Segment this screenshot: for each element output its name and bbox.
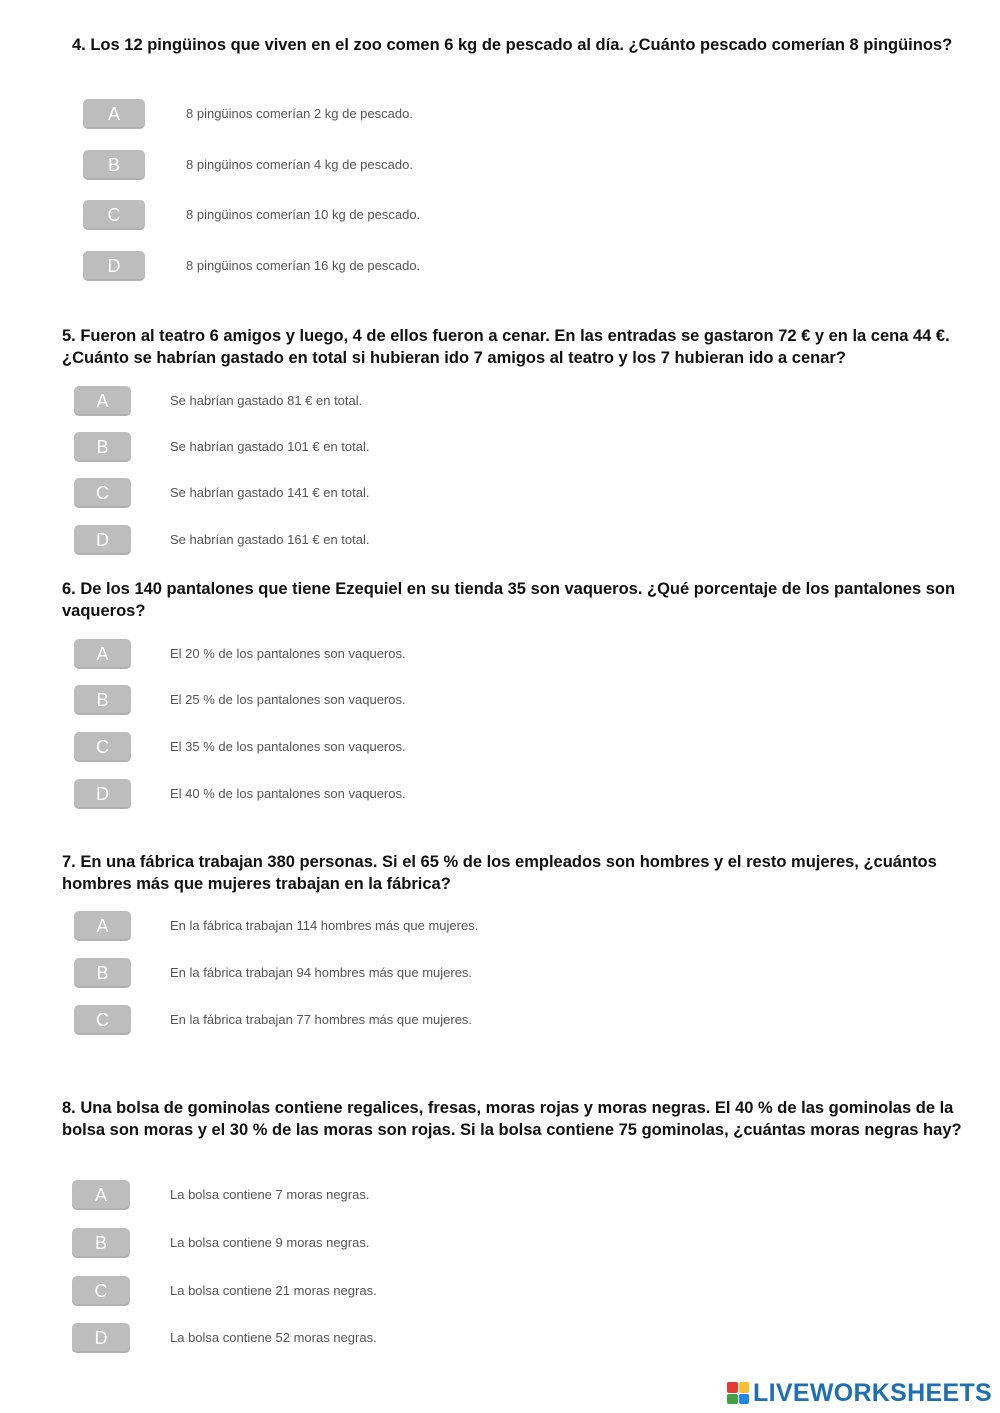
question-7-text: 7. En una fábrica trabajan 380 personas. Si el 65 % de los empleados son hombres y el resto mujeres, ¿cuántos hombres más que mujeres trabajan en la fábrica? — [62, 853, 937, 893]
option-text: Se habrían gastado 101 € en total. — [170, 439, 370, 454]
option-letter-badge[interactable]: B — [74, 958, 131, 988]
option-text: Se habrían gastado 161 € en total. — [170, 532, 370, 547]
option-text: La bolsa contiene 52 moras negras. — [170, 1330, 377, 1345]
option-letter-badge[interactable]: D — [83, 251, 145, 281]
option-text: El 20 % de los pantalones son vaqueros. — [170, 646, 406, 661]
option-letter-badge[interactable]: B — [83, 150, 145, 180]
option-text: El 25 % de los pantalones son vaqueros. — [170, 692, 406, 707]
option-text: En la fábrica trabajan 94 hombres más que mujeres. — [170, 965, 473, 980]
liveworksheets-watermark — [727, 1379, 992, 1407]
option-text: 8 pingüinos comerían 10 kg de pescado. — [186, 207, 421, 222]
option-letter-badge[interactable]: D — [74, 779, 131, 809]
option-letter-badge[interactable]: B — [74, 685, 131, 715]
option-text: El 40 % de los pantalones son vaqueros. — [170, 786, 406, 801]
option-letter-badge[interactable]: A — [74, 386, 131, 416]
question-6-text: 6. De los 140 pantalones que tiene Ezequiel en su tienda 35 son vaqueros. ¿Qué porcentaje de los pantalones son vaqueros? — [62, 580, 956, 620]
option-letter-badge[interactable]: A — [83, 99, 145, 129]
option-text: Se habrían gastado 141 € en total. — [170, 485, 370, 500]
option-text: En la fábrica trabajan 77 hombres más que mujeres. — [170, 1012, 473, 1027]
option-letter-badge[interactable]: C — [74, 732, 131, 762]
liveworksheets-logo-icon — [727, 1382, 749, 1404]
option-letter-badge[interactable]: A — [74, 639, 131, 669]
option-letter-badge[interactable]: C — [83, 200, 145, 230]
option-letter-badge[interactable]: C — [74, 1005, 131, 1035]
option-text: En la fábrica trabajan 114 hombres más que mujeres. — [170, 918, 479, 933]
option-letter-badge[interactable]: A — [72, 1180, 130, 1210]
option-text: El 35 % de los pantalones son vaqueros. — [170, 739, 406, 754]
option-text: Se habrían gastado 81 € en total. — [170, 393, 363, 408]
option-letter-badge[interactable]: D — [72, 1323, 130, 1353]
option-text: 8 pingüinos comerían 16 kg de pescado. — [186, 258, 421, 273]
question-8-text: 8. Una bolsa de gominolas contiene regalices, fresas, moras rojas y moras negras. El 40 % de las gominolas de la bolsa son moras y el 30 % de las moras son rojas. Si la bolsa contiene 75 gominolas, ¿cuántas moras negras hay? — [62, 1099, 962, 1139]
liveworksheets-wordmark: LIVEWORKSHEETS — [753, 1378, 992, 1407]
option-letter-badge[interactable]: B — [72, 1228, 130, 1258]
question-5-text: 5. Fueron al teatro 6 amigos y luego, 4 de ellos fueron a cenar. En las entradas se gastaron 72 € y en la cena 44 €. ¿Cuánto se habrían gastado en total si hubieran ido 7 amigos al teatro y los 7 hubieran ido a cenar? — [62, 327, 950, 367]
option-letter-badge[interactable]: C — [72, 1276, 130, 1306]
question-4-text: 4. Los 12 pingüinos que viven en el zoo comen 6 kg de pescado al día. ¿Cuánto pescado comerían 8 pingüinos? — [72, 36, 953, 54]
option-text: 8 pingüinos comerían 2 kg de pescado. — [186, 106, 413, 121]
option-letter-badge[interactable]: D — [74, 525, 131, 555]
option-letter-badge[interactable]: B — [74, 432, 131, 462]
option-text: La bolsa contiene 7 moras negras. — [170, 1187, 370, 1202]
option-text: 8 pingüinos comerían 4 kg de pescado. — [186, 157, 413, 172]
option-text: La bolsa contiene 9 moras negras. — [170, 1235, 370, 1250]
option-text: La bolsa contiene 21 moras negras. — [170, 1283, 377, 1298]
option-letter-badge[interactable]: A — [74, 911, 131, 941]
option-letter-badge[interactable]: C — [74, 478, 131, 508]
